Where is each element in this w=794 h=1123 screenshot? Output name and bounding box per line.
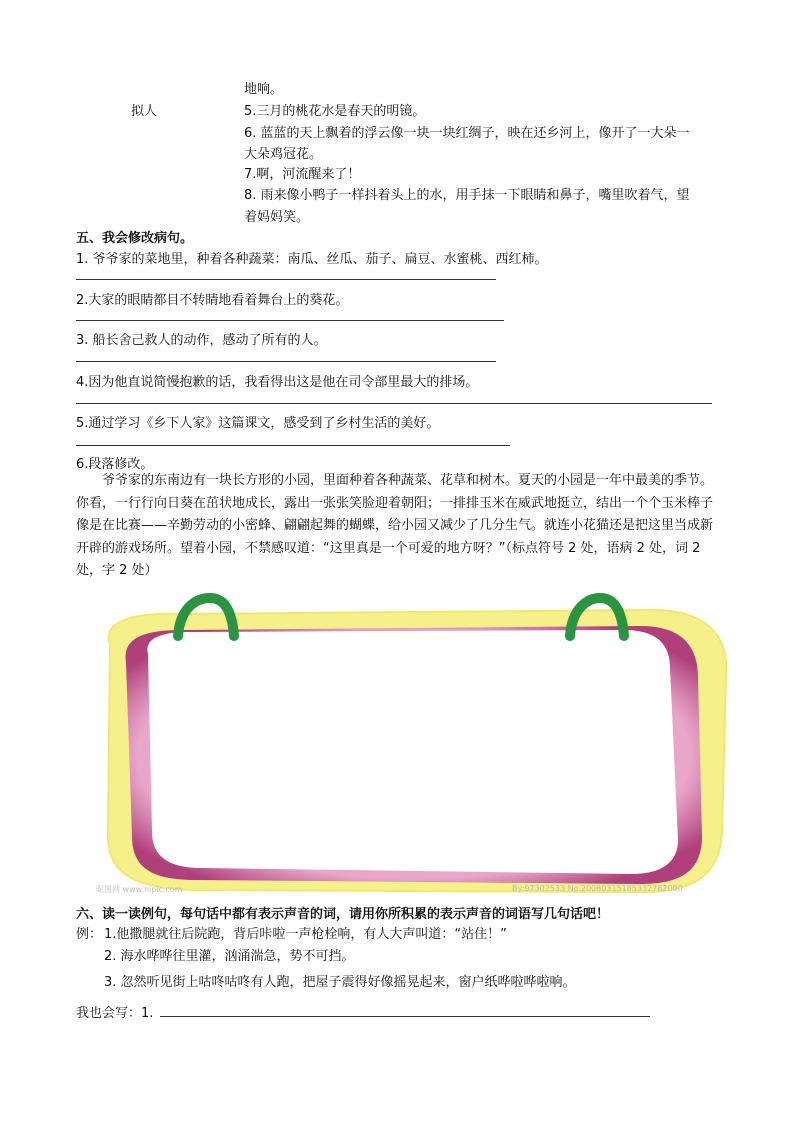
answer-line-1[interactable] [76,279,496,280]
example-1: 1.他撒腿就往后院跑，背后咔啦一声枪栓响，有人大声叫道：“站住！” [104,927,507,942]
section5-item-5: 5.通过学习《乡下人家》这篇课文，感受到了乡村生活的美好。 [76,416,440,431]
answer-line-4[interactable] [76,403,712,404]
rhetoric-line-2: 6. 蓝蓝的天上飘着的浮云像一块一块红绸子，映在还乡河上，像开了一大朵一 [244,126,690,141]
rhetoric-line-6: 着妈妈笑。 [244,210,310,225]
rhetoric-line-0: 地响。 [244,82,284,97]
watermark-right: By:97302533 No.20080315185332782000 [512,884,683,893]
paragraph-to-revise [76,470,716,583]
example-3: 3. 忽然听见街上咕咚咕咚有人跑，把屋子震得好像摇晃起来，窗户纸哗啦哗啦响。 [104,975,576,990]
write-label: 我也会写：1. [76,1006,154,1021]
rhetoric-line-1: 5.三月的桃花水是春天的明镜。 [244,104,426,119]
rhetoric-label: 拟人 [131,104,158,119]
rhetoric-line-5: 8. 雨来像小鸭子一样抖着头上的水，用手抹一下眼睛和鼻子，嘴里吹着气，望 [244,188,690,203]
section5-item-1: 1. 爷爷家的菜地里，种着各种蔬菜：南瓜、丝瓜、茄子、扁豆、水蜜桃、西红柿。 [76,252,548,267]
paragraph-text: 爷爷家的东南边有一块长方形的小园，里面种着各种蔬菜、花草和树木。夏天的小园是一年中最美的季节。你看，一行行向日葵在茁状地成长，露出一张张笑脸迎着朝阳；一排排玉米在威武地挺立，结出一个个玉米棒子像是在比赛——辛勤劳动的小密蜂、翩翩起舞的蝴蝶，给小园又减少了几分生气。就连小花猫还是把这里当成新开辟的游戏场所。望着小园，不禁感叹道：“这里真是一个可爱的地方呀？”（标点符号 2 处，语病 2 处，词 2 处，字 2 处） [76,473,714,578]
watermark-left: 昵图网 www.nipic.com [96,885,183,894]
section5-item-2: 2.大家的眼睛都目不转睛地看着舞台上的葵花。 [76,293,349,308]
rhetoric-line-3: 大朵鸡冠花。 [244,147,323,162]
rhetoric-line-4: 7.啊，河流醒来了！ [244,167,361,182]
section5-item-4: 4.因为他直说简慢抱歉的话，我看得出这是他在司令部里最大的排场。 [76,375,479,390]
section6-title: 六、读一读例句，每句话中都有表示声音的词，请用你所积累的表示声音的词语写几句话吧！ [76,907,610,922]
section5-item-3: 3. 船长舍己救人的动作，感动了所有的人。 [76,333,327,348]
answer-line-2[interactable] [76,320,504,321]
section5-title: 五、我会修改病句。 [76,231,194,246]
writing-frame [92,592,732,902]
write-answer-line[interactable] [160,1016,650,1017]
answer-line-3[interactable] [76,361,496,362]
example-2: 2. 海水哗哗往里灌，汹涌湍急，势不可挡。 [104,949,355,964]
answer-line-5[interactable] [76,445,510,446]
example-label: 例： [76,927,103,942]
frame-white-panel [147,630,678,874]
section5-item-6-title: 6.段落修改。 [76,457,154,472]
